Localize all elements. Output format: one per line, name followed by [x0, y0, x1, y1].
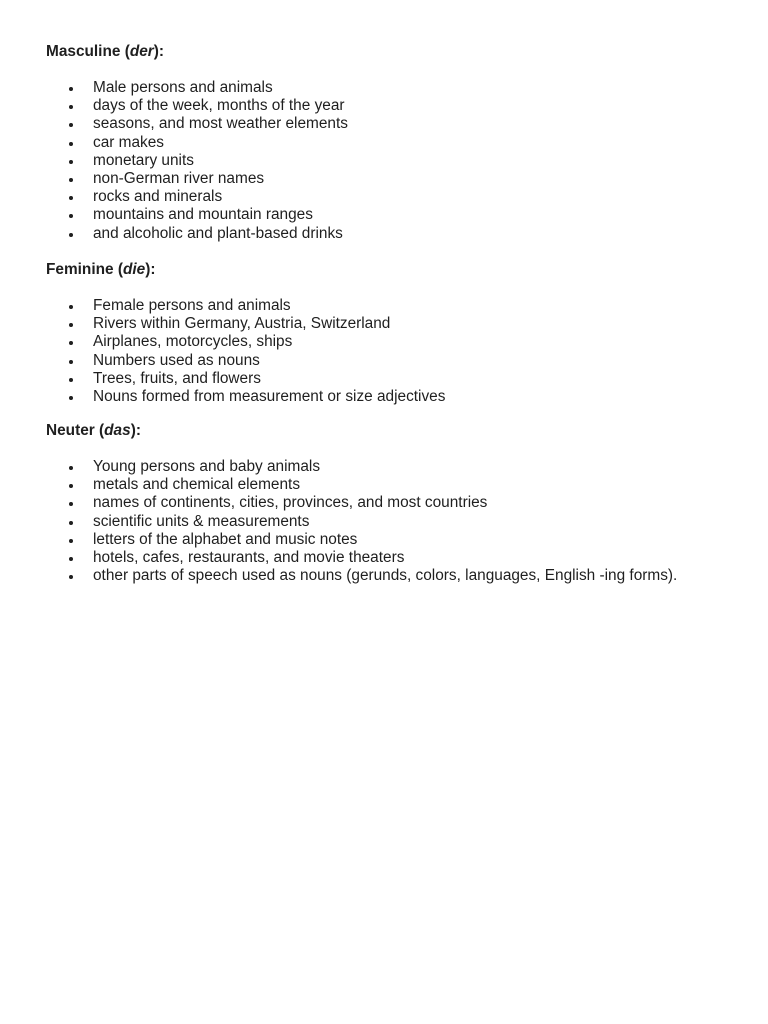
list-item — [46, 297, 706, 315]
bullet-icon — [69, 396, 73, 400]
list-item — [46, 352, 706, 370]
list-item-text: Female persons and animals — [93, 297, 291, 314]
list-item — [46, 188, 706, 206]
list-item-text: rocks and minerals — [93, 188, 223, 206]
section-heading-label: Neuter — [46, 422, 95, 439]
bullet-icon — [69, 87, 73, 91]
list-item-text: non-German river names — [93, 170, 265, 188]
section-heading-article: das — [104, 422, 131, 439]
bullet-icon — [69, 105, 73, 109]
bullet-list — [46, 297, 706, 406]
list-item — [46, 333, 706, 351]
list-item-text: Trees, fruits, and flowers — [93, 369, 261, 387]
list-item-text: other parts of speech used as nouns (gerunds, colors, languages, English -ing forms). — [93, 567, 678, 585]
list-item-text: car makes — [93, 133, 164, 151]
list-item-text: seasons, and most weather elements — [93, 115, 348, 133]
list-item — [46, 388, 706, 406]
bullet-icon — [69, 539, 73, 543]
list-item-text: names of continents, cities, provinces, and most countries — [93, 494, 488, 512]
list-item — [46, 458, 706, 476]
bullet-icon — [69, 178, 73, 182]
list-item-text: monetary units — [93, 151, 194, 169]
bullet-icon — [69, 323, 73, 327]
list-item-text: Rivers within Germany, Austria, Switzerland — [93, 315, 391, 333]
list-item — [46, 134, 706, 152]
bullet-icon — [69, 214, 73, 218]
list-item — [46, 115, 706, 133]
bullet-icon — [69, 142, 73, 146]
bullet-icon — [69, 360, 73, 364]
section-heading-label: Feminine — [46, 261, 114, 278]
bullet-icon — [69, 484, 73, 488]
list-item — [46, 370, 706, 388]
section-heading: Neuter (das): — [46, 422, 141, 439]
bullet-icon — [69, 160, 73, 164]
bullet-icon — [69, 378, 73, 382]
section-feminine — [46, 261, 706, 406]
bullet-icon — [69, 196, 73, 200]
list-item-text: Nouns formed from measurement or size adjectives — [93, 388, 446, 406]
list-item — [46, 170, 706, 188]
bullet-icon — [69, 466, 73, 470]
section-heading: Masculine (der): — [46, 43, 165, 60]
list-item-text: letters of the alphabet and music notes — [93, 530, 358, 548]
section-heading-article: die — [122, 261, 146, 278]
bullet-list — [46, 79, 706, 243]
list-item-text: and alcoholic and plant-based drinks — [93, 224, 343, 242]
section-heading: Feminine (die): — [46, 261, 156, 278]
list-item-text: metals and chemical elements — [93, 476, 301, 494]
bullet-icon — [69, 123, 73, 127]
list-item — [46, 531, 706, 549]
bullet-icon — [69, 502, 73, 506]
bullet-list — [46, 458, 706, 585]
list-item — [46, 97, 706, 115]
bullet-icon — [69, 341, 73, 345]
list-item-text: Airplanes, motorcycles, ships — [93, 333, 293, 351]
bullet-icon — [69, 575, 73, 579]
list-item-text: Young persons and baby animals — [93, 458, 321, 475]
list-item — [46, 206, 706, 224]
section-neuter — [46, 422, 706, 585]
list-item-text: Numbers used as nouns — [93, 351, 260, 369]
list-item — [46, 549, 706, 567]
list-item — [46, 513, 706, 531]
list-item — [46, 225, 706, 243]
bullet-icon — [69, 521, 73, 525]
bullet-icon — [69, 233, 73, 237]
list-item-text: Male persons and animals — [93, 79, 273, 96]
list-item — [46, 152, 706, 170]
list-item — [46, 494, 706, 512]
section-heading-label: Masculine — [46, 43, 121, 60]
list-item-text: days of the week, months of the year — [93, 97, 345, 115]
list-item — [46, 315, 706, 333]
section-masculine — [46, 43, 706, 243]
list-item-text: mountains and mountain ranges — [93, 206, 313, 224]
list-item — [46, 476, 706, 494]
list-item — [46, 79, 706, 97]
list-item-text: hotels, cafes, restaurants, and movie theaters — [93, 549, 405, 567]
list-item — [46, 567, 706, 585]
bullet-icon — [69, 557, 73, 561]
list-item-text: scientific units & measurements — [93, 512, 310, 530]
section-heading-article: der — [129, 43, 154, 60]
bullet-icon — [69, 305, 73, 309]
